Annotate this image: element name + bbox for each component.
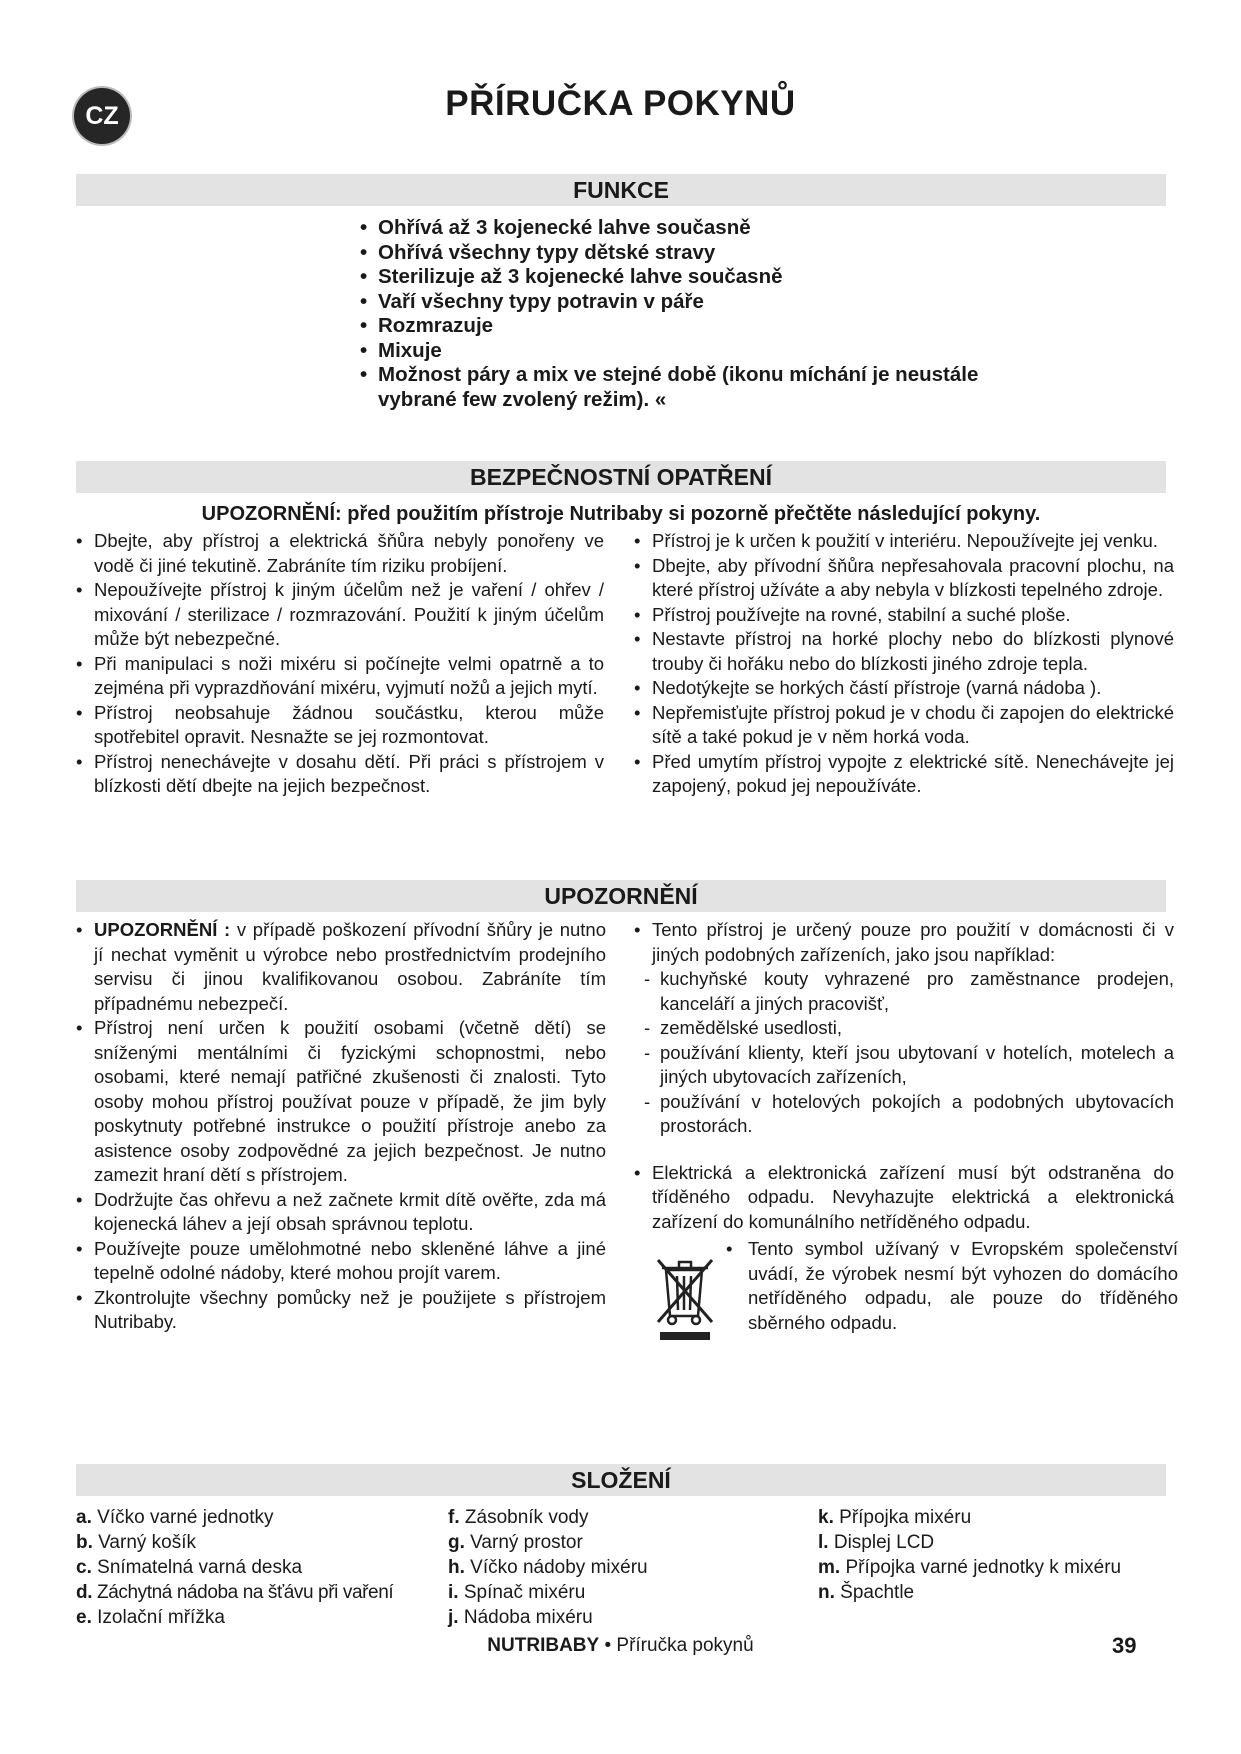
part-item: m. Přípojka varné jednotky k mixéru: [818, 1557, 1122, 1578]
list-item: • Rozmrazuje: [360, 314, 980, 339]
list-item: • Dbejte, aby přístroj a elektrická šňůra nebyly ponořeny ve vodě či jiné tekutině. Zabráníte tím riziku probíjení.: [76, 529, 604, 578]
page-number: 39: [1112, 1633, 1137, 1658]
list-item: • Tento přístroj je určený pouze pro použití v domácnosti či v jiných podobných zařízeních, jako jsou například:: [634, 918, 1174, 967]
list-item: • Při manipulaci s noži mixéru si počínejte velmi opatrně a to zejména při vyprazdňování mixéru, vyjmutí nožů a jejich mytí.: [76, 652, 604, 701]
list-item: • Přístroj je k určen k použití v interiéru. Nepoužívejte jej venku.: [634, 529, 1174, 554]
list-item: • Přístroj neobsahuje žádnou součástku, kterou může spotřebitel opravit. Nesnažte se jej rozmontovat.: [76, 701, 604, 750]
footer-label: Příručka pokynů: [616, 1635, 754, 1656]
list-item: • Zkontrolujte všechny pomůcky než je použijete s přístrojem Nutribaby.: [76, 1286, 606, 1335]
list-item: • Sterilizuje až 3 kojenecké lahve současně: [360, 265, 980, 290]
sub-list-item: - zemědělské usedlosti,: [642, 1016, 1174, 1041]
parts-column-2: [448, 1505, 788, 1630]
part-item: g. Varný prostor: [448, 1532, 583, 1553]
footer: [0, 1635, 1241, 1657]
parts-column-1: [76, 1505, 436, 1630]
part-item: i. Spínač mixéru: [448, 1582, 586, 1603]
footer-brand: NUTRIBABY: [487, 1635, 600, 1656]
sub-list-item: - používání v hotelových pokojích a podobných ubytovacích prostorách.: [642, 1090, 1174, 1139]
section-heading-composition: SLOŽENÍ: [76, 1464, 1166, 1496]
part-item: a. Víčko varné jednotky: [76, 1507, 274, 1528]
sub-list-item: - kuchyňské kouty vyhrazené pro zaměstnance prodejen, kanceláří a jiných pracovišť,: [642, 967, 1174, 1016]
part-item: e. Izolační mřížka: [76, 1607, 225, 1628]
list-item: • Nepřemisťujte přístroj pokud je v chodu či zapojen do elektrické sítě a také pokud je v něm horká voda.: [634, 701, 1174, 750]
crossed-bin-icon: [652, 1252, 718, 1342]
page-title: PŘÍRUČKA POKYNŮ: [445, 84, 796, 123]
parts-column-3: [818, 1505, 1178, 1605]
section-heading-safety: BEZPEČNOSTNÍ OPATŘENÍ: [76, 461, 1166, 493]
list-item: • Přístroj není určen k použití osobami (včetně dětí) se sníženými mentálními či fyzickými schopnostmi, nebo osobami, které nemají patřičné zkušenosti či znalosti. Tyto osoby mohou přístroj používat pouze v případě, že jim byly poskytnuty potřebné instrukce o použití přístroje anebo za asistence osoby zodpovědné za jejich bezpečnost. Je nutno zamezit hraní dětí s přístrojem.: [76, 1016, 606, 1188]
safety-warning: UPOZORNĚNÍ: před použitím přístroje Nutribaby si pozorně přečtěte následující pokyny.: [201, 503, 1041, 525]
list-item: • Nedotýkejte se horkých částí přístroje (varná nádoba ).: [634, 676, 1174, 701]
part-item: f. Zásobník vody: [448, 1507, 589, 1528]
list-item: • Nestavte přístroj na horké plochy nebo do blízkosti plynové trouby či hořáku nebo do blízkosti jiného zdroje tepla.: [634, 627, 1174, 676]
safety-list-right: [634, 529, 1174, 799]
list-item: • Dodržujte čas ohřevu a než začnete krmit dítě ověřte, zda má kojenecká láhev a její obsah správnou teplotu.: [76, 1188, 606, 1237]
sub-list-item: - používání klienty, kteří jsou ubytovaní v hotelích, motelech a jiných ubytovacích zařízeních,: [642, 1041, 1174, 1090]
part-item: l. Displej LCD: [818, 1532, 935, 1553]
list-item: • Dbejte, aby přívodní šňůra nepřesahovala pracovní plochu, na které přístroj užíváte a aby nebyla v blízkosti tepelného zdroje.: [634, 554, 1174, 603]
list-item: [76, 918, 606, 1016]
list-item: • Nepoužívejte přístroj k jiným účelům než je vaření / ohřev / mixování / sterilizace / rozmrazování. Použití k jiným účelům může být nebezpečné.: [76, 578, 604, 652]
list-item: • Přístroj používejte na rovné, stabilní a suché ploše.: [634, 603, 1174, 628]
weee-description: Tento symbol užívaný v Evropském společenství uvádí, že výrobek nesmí být vyhozen do domácího netříděného odpadu, ale pouze do tříděného sběrného odpadu.: [748, 1238, 1178, 1333]
weee-symbol-text: • Tento symbol užívaný v Evropském společenství uvádí, že výrobek nesmí být vyhozen do domácího netříděného odpadu, ale pouze do tříděného sběrného odpadu.: [726, 1238, 1178, 1333]
warning-list-left: [76, 918, 606, 1335]
list-item: • Přístroj nenechávejte v dosahu dětí. Při práci s přístrojem v blízkosti dětí dbejte na jejich bezpečnost.: [76, 750, 604, 799]
safety-list-left: [76, 529, 604, 799]
list-item: • Používejte pouze umělohmotné nebo skleněné láhve a jiné tepelně odolné nádoby, které mohou projít varem.: [76, 1237, 606, 1286]
features-list: [360, 216, 980, 412]
list-item: • Elektrická a elektronická zařízení musí být odstraněna do tříděného odpadu. Nevyhazujte elektrická a elektronická zařízení do komunálního netříděného odpadu.: [634, 1161, 1174, 1235]
warning-label: UPOZORNĚNÍ :: [94, 919, 231, 940]
list-item: • Před umytím přístroj vypojte z elektrické sítě. Nenechávejte jej zapojený, pokud jej nepoužíváte.: [634, 750, 1174, 799]
footer-separator: •: [599, 1635, 617, 1656]
list-item: • Vaří všechny typy potravin v páře: [360, 290, 980, 315]
language-badge: CZ: [74, 88, 130, 144]
warning-list-right: [634, 918, 1174, 1234]
part-item: h. Víčko nádoby mixéru: [448, 1557, 648, 1578]
list-item: • Mixuje: [360, 339, 980, 364]
warning-text: v případě poškození přívodní šňůry je nutno jí nechat vyměnit u výrobce nebo prostřednictvím prodejního servisu či jinou kvalifikovanou osobou. Zabráníte tím případnému nebezpečí.: [94, 919, 607, 1014]
section-heading-funkce: FUNKCE: [76, 174, 1166, 206]
list-item: • Ohřívá všechny typy dětské stravy: [360, 241, 980, 266]
part-item: b. Varný košík: [76, 1532, 197, 1553]
part-item: d. Záchytná nádoba na šťávu při vaření: [76, 1582, 394, 1603]
part-item: k. Přípojka mixéru: [818, 1507, 972, 1528]
list-item: • Možnost páry a mix ve stejné době (ikonu míchání je neustále vybrané few zvolený režim). «: [360, 363, 980, 412]
section-heading-warning: UPOZORNĚNÍ: [76, 880, 1166, 912]
part-item: c. Snímatelná varná deska: [76, 1557, 303, 1578]
list-item: • Ohřívá až 3 kojenecké lahve současně: [360, 216, 980, 241]
part-item: j. Nádoba mixéru: [448, 1607, 593, 1628]
part-item: n. Špachtle: [818, 1582, 915, 1603]
